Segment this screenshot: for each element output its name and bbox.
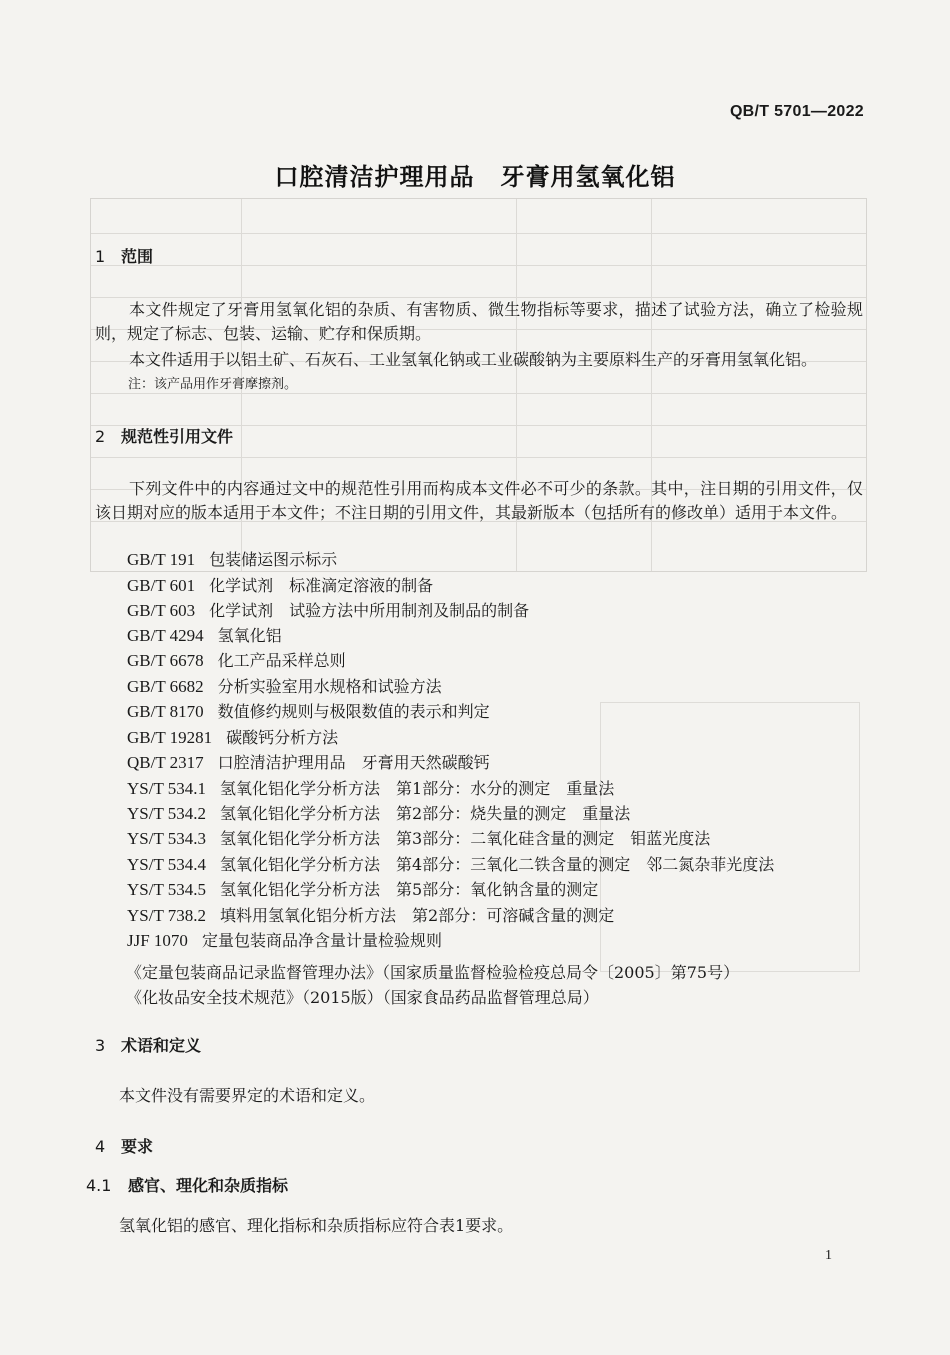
terms-paragraph: 本文件没有需要界定的术语和定义。: [119, 1086, 376, 1105]
reference-item: YS/T 534.2 氢氧化铝化学分析方法 第2部分：烧失量的测定 重量法: [127, 804, 631, 823]
normative-intro: 下列文件中的内容通过文中的规范性引用而构成本文件必不可少的条款。其中，注日期的引用文件，仅该日期对应的版本适用于本文件；不注日期的引用文件，其最新版本（包括所有的修改单）适用于本文件。: [95, 479, 863, 522]
title-part-2: 牙膏用氢氧化铝: [500, 163, 676, 191]
scope-note: 注：该产品用作牙膏摩擦剂。: [128, 377, 298, 392]
reference-item: YS/T 534.3 氢氧化铝化学分析方法 第3部分：二氧化硅含量的测定 钼蓝光度法: [127, 829, 711, 848]
requirements-paragraph: 氢氧化铝的感官、理化指标和杂质指标应符合表1要求。: [119, 1216, 514, 1235]
scope-paragraph-2: 本文件适用于以铝土矿、石灰石、工业氢氧化钠或工业碳酸钠为主要原料生产的牙膏用氢氧化铝。: [129, 350, 818, 369]
standard-code: QB/T 5701—2022: [729, 103, 864, 120]
reference-item: QB/T 2317 口腔清洁护理用品 牙膏用天然碳酸钙: [127, 753, 490, 772]
reference-item: YS/T 534.4 氢氧化铝化学分析方法 第4部分：三氧化二铁含量的测定 邻二氮杂菲光度法: [127, 855, 775, 874]
reference-item: YS/T 534.5 氢氧化铝化学分析方法 第5部分：氧化钠含量的测定: [127, 880, 599, 899]
reference-item: JJF 1070 定量包装商品净含量计量检验规则: [127, 931, 442, 950]
section-2-heading: 2 规范性引用文件: [95, 427, 234, 446]
reference-regulation: 《定量包装商品记录监督管理办法》（国家质量监督检验检疫总局令〔2005〕第75号）: [126, 963, 740, 982]
reference-item: GB/T 19281 碳酸钙分析方法: [127, 728, 339, 747]
reference-item: GB/T 6682 分析实验室用水规格和试验方法: [127, 677, 442, 696]
document-title: [0, 157, 950, 192]
page-number: 1: [825, 1248, 832, 1263]
reference-item: GB/T 4294 氢氧化铝: [127, 626, 282, 645]
section-4-heading: 4 要求: [95, 1137, 154, 1156]
reference-item: GB/T 601 化学试剂 标准滴定溶液的制备: [127, 576, 434, 595]
reference-item: YS/T 534.1 氢氧化铝化学分析方法 第1部分：水分的测定 重量法: [127, 779, 615, 798]
section-1-heading: 1 范围: [95, 247, 154, 266]
reference-regulation: 《化妆品安全技术规范》（2015版）（国家食品药品监督管理总局）: [126, 988, 599, 1007]
reference-item: GB/T 191 包装储运图示标示: [127, 550, 338, 569]
section-4-1-heading: 4.1 感官、理化和杂质指标: [86, 1176, 289, 1195]
section-3-heading: 3 术语和定义: [95, 1036, 202, 1055]
reference-item: YS/T 738.2 填料用氢氧化铝分析方法 第2部分：可溶碱含量的测定: [127, 906, 615, 925]
title-part-1: 口腔清洁护理用品: [274, 163, 475, 191]
reference-item: GB/T 6678 化工产品采样总则: [127, 651, 346, 670]
reference-item: GB/T 603 化学试剂 试验方法中所用制剂及制品的制备: [127, 601, 530, 620]
scope-paragraph-1: 本文件规定了牙膏用氢氧化铝的杂质、有害物质、微生物指标等要求，描述了试验方法，确立了检验规则，规定了标志、包装、运输、贮存和保质期。: [95, 300, 863, 343]
reference-item: GB/T 8170 数值修约规则与极限数值的表示和判定: [127, 702, 490, 721]
